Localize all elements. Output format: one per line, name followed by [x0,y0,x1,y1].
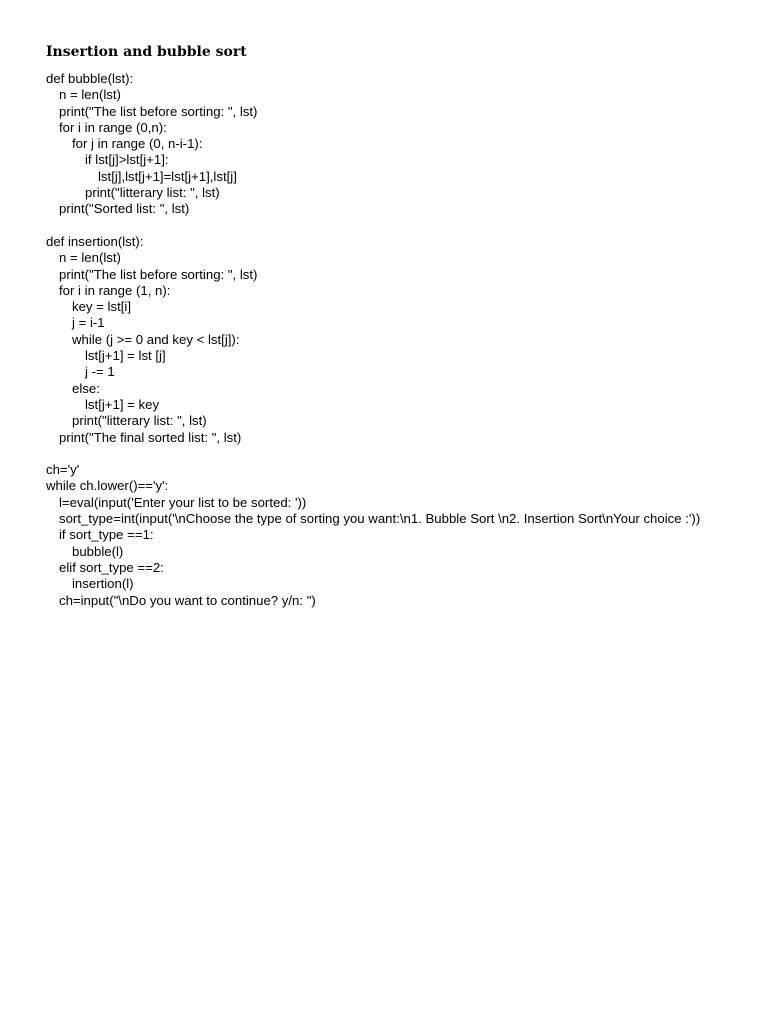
code-line: insertion(l) [72,576,134,592]
code-line: sort_type=int(input('\nChoose the type of sorting you want:\n1. Bubble Sort \n2. Insertion Sort\nYour choice :')) [59,511,701,527]
code-block [46,71,746,609]
code-line: lst[j+1] = lst [j] [85,348,166,364]
code-line: j = i-1 [72,315,105,331]
code-line: j -= 1 [85,364,115,380]
blank-line [46,446,746,462]
code-line: print("litterary list: ", lst) [85,185,220,201]
code-line: print("litterary list: ", lst) [72,413,207,429]
code-line: lst[j],lst[j+1]=lst[j+1],lst[j] [98,168,237,184]
code-line: n = len(lst) [59,250,121,266]
code-line: print("The final sorted list: ", lst) [59,429,242,445]
code-line: print("The list before sorting: ", lst) [59,103,258,119]
code-line: def insertion(lst): [46,233,144,249]
code-line: def bubble(lst): [46,71,134,86]
code-line: key = lst[i] [72,299,131,315]
code-line: for i in range (0,n): [59,119,167,135]
code-line: elif sort_type ==2: [59,559,164,575]
code-line: if sort_type ==1: [59,527,154,543]
code-line: l=eval(input('Enter your list to be sorted: ')) [59,494,307,510]
code-line: while (j >= 0 and key < lst[j]): [72,331,240,347]
blank-line [46,218,746,234]
code-line: else: [72,380,100,396]
code-line: print("Sorted list: ", lst) [59,201,190,217]
code-line: for j in range (0, n-i-1): [72,136,203,152]
code-line: n = len(lst) [59,87,121,103]
code-line: bubble(l) [72,543,124,559]
document-title: Insertion and bubble sort [46,44,247,60]
code-line: print("The list before sorting: ", lst) [59,266,258,282]
code-line: if lst[j]>lst[j+1]: [85,152,169,168]
code-line: ch='y' [46,462,80,478]
code-line: lst[j+1] = key [85,396,160,412]
code-line: while ch.lower()=='y': [46,478,169,494]
code-line: for i in range (1, n): [59,282,171,298]
code-line: ch=input("\nDo you want to continue? y/n: ") [59,592,316,608]
